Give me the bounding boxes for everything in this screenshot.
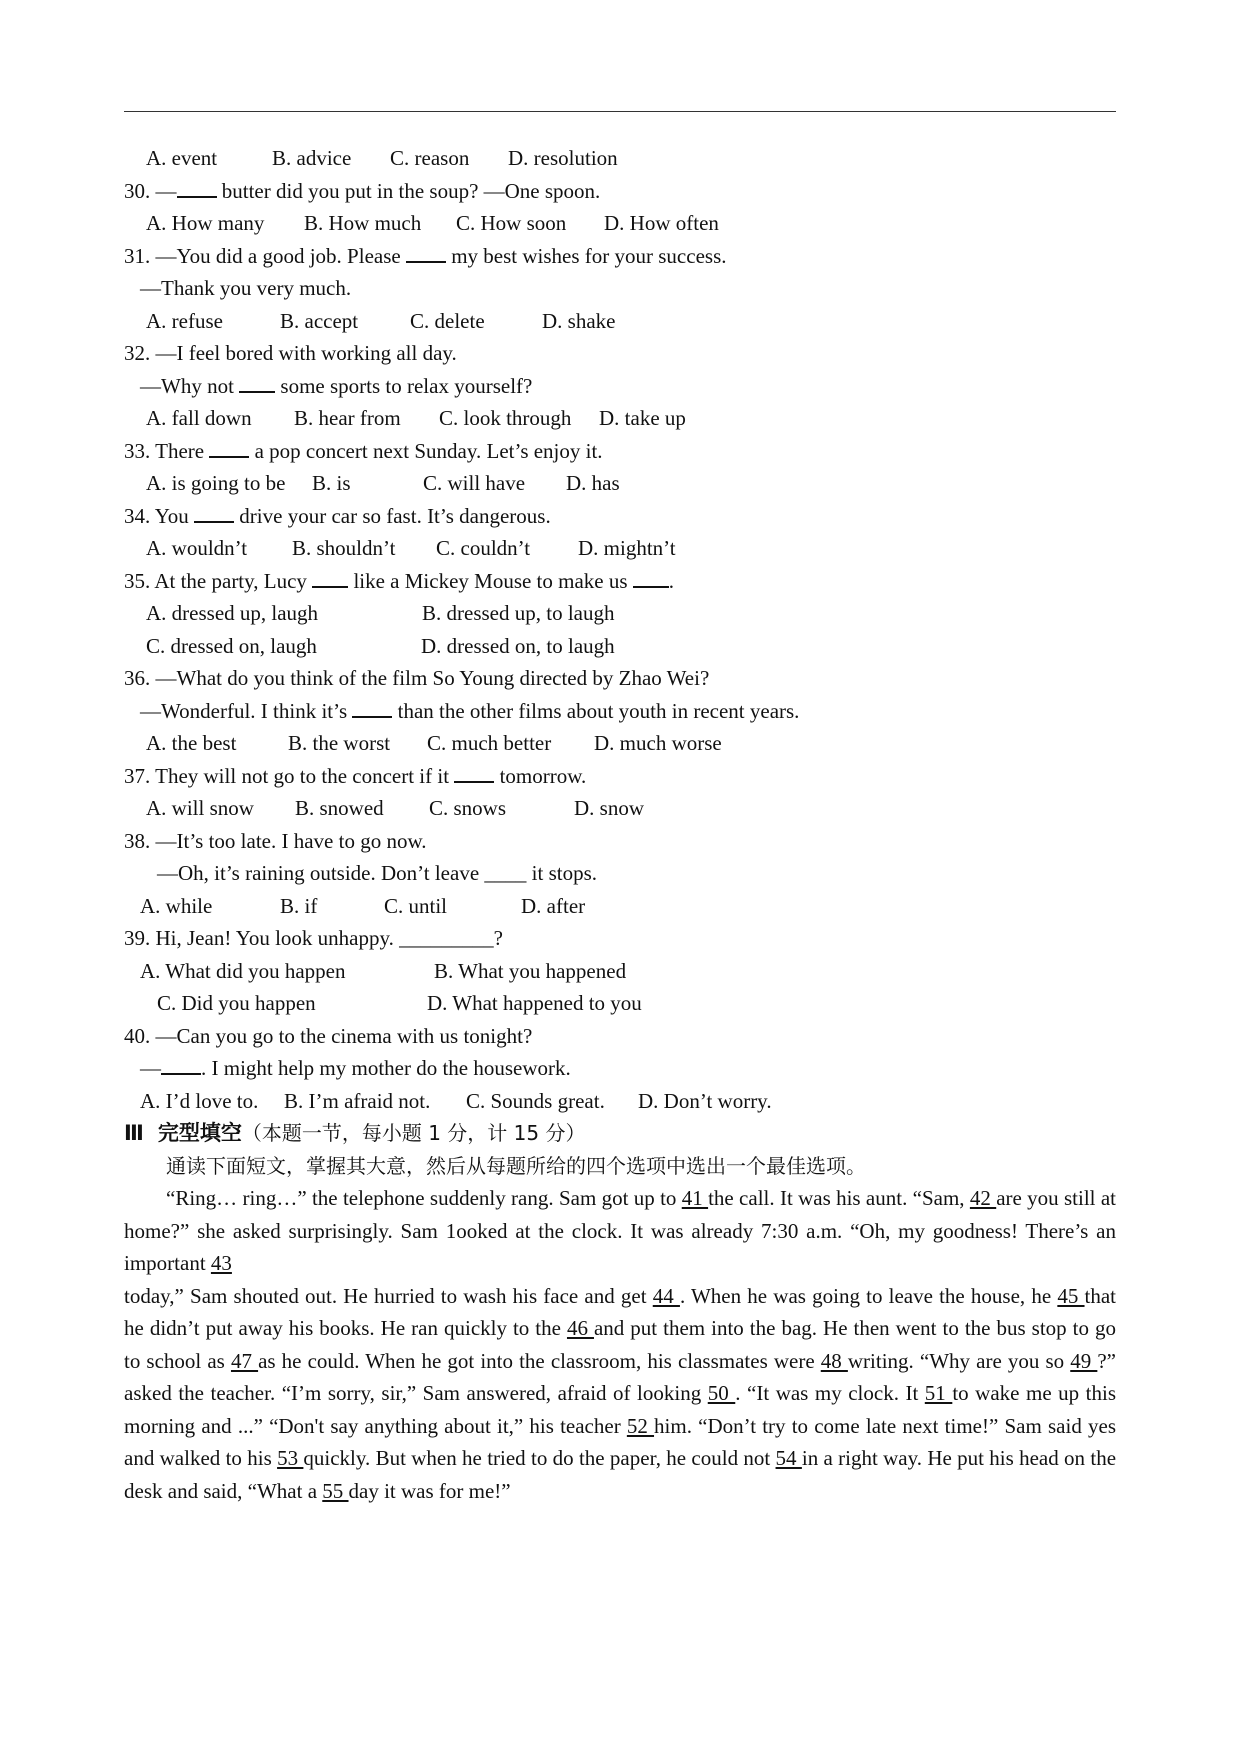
q35-stem-mid: like a Mickey Mouse to make us [348, 568, 633, 593]
q34-stem [124, 500, 1116, 533]
section-heading [124, 1117, 1116, 1150]
q39-options-ab [124, 955, 1116, 988]
option-a: A. dressed up, laugh [146, 601, 319, 625]
q34-stem-post: drive your car so fast. It’s dangerous. [234, 503, 551, 528]
q34-stem-pre: 34. You [124, 503, 195, 528]
passage-text: “Ring… ring…” the telephone suddenly rang. Sam got up to [166, 1186, 682, 1210]
q35-stem-post: . [668, 568, 675, 593]
passage-text: the call. It was his aunt. “Sam, [708, 1186, 970, 1210]
q36-reply [124, 695, 1116, 728]
q37-options [124, 792, 1116, 825]
option-a: A. What did you happen [140, 958, 346, 983]
option-d: D. much worse [594, 731, 722, 755]
option-c: C. delete [410, 308, 485, 333]
q32-reply-pre: —Why not [140, 373, 240, 398]
option-c: C. much better [427, 731, 552, 755]
option-b: B. hear from [294, 406, 401, 430]
q38-reply: —Oh, it’s raining outside. Don’t leave ____ it stops. [157, 861, 597, 885]
passage-text: him. “Don’t try to come late next time!” Sam said yes and walked to his [124, 1413, 1116, 1470]
option-d: D. snow [574, 796, 645, 820]
q30-stem-post: butter did you put in the soup? —One spoon. [216, 178, 601, 203]
blank-53: 53 [277, 1446, 304, 1470]
option-a: A. the best [146, 731, 237, 755]
blank-46: 46 [566, 1316, 594, 1340]
passage-text: to wake me up this morning and ...” “Don't say anything about it,” his teacher [124, 1381, 1117, 1438]
q36-reply-post: than the other films about youth in recent years. [392, 698, 800, 723]
option-a: A. I’d love to. [140, 1088, 259, 1113]
option-b: B. is [312, 471, 351, 495]
q35-stem [124, 565, 1116, 598]
option-a: A. refuse [146, 308, 223, 333]
option-c: C. Sounds great. [466, 1088, 605, 1113]
answer-blank [454, 763, 494, 783]
blank-41: 41 [681, 1186, 709, 1210]
section-number: Ⅲ [124, 1121, 144, 1145]
q31-reply: —Thank you very much. [140, 276, 352, 300]
option-c: C. reason [390, 146, 470, 170]
q38-options [124, 890, 1116, 923]
option-d: D. mightn’t [578, 536, 676, 560]
blank-49: 49 [1070, 1348, 1098, 1373]
q37-stem-post: tomorrow. [494, 763, 587, 788]
passage-text: as he could. When he got into the classroom, his classmates were [258, 1348, 821, 1373]
answer-blank [194, 503, 234, 523]
answer-blank [161, 1055, 201, 1075]
answer-blank [239, 373, 275, 393]
passage-text: . When he was going to leave the house, he [679, 1283, 1058, 1308]
option-c: C. will have [423, 471, 526, 495]
blank-55: 55 [322, 1478, 349, 1503]
option-b: B. if [280, 893, 318, 918]
q32-options [124, 402, 1116, 435]
passage-text: writing. “Why are you so [847, 1348, 1071, 1373]
option-c: C. couldn’t [436, 536, 531, 560]
q31-stem-pre: 31. —You did a good job. Please [124, 243, 406, 268]
q30-stem [124, 175, 1116, 208]
q35-stem-pre: 35. At the party, Lucy [124, 568, 313, 593]
blank-44: 44 [652, 1283, 680, 1308]
q29-options [124, 142, 1116, 175]
passage-text: today,” Sam shouted out. He hurried to wash his face and get [124, 1283, 653, 1308]
option-b: B. What you happened [434, 958, 627, 983]
option-d: D. Don’t worry. [638, 1088, 772, 1113]
answer-blank [177, 178, 217, 198]
q39-stem: 39. Hi, Jean! You look unhappy. _________? [124, 926, 503, 950]
exam-content [124, 142, 1116, 1507]
q31-stem [124, 240, 1116, 273]
answer-blank [352, 698, 392, 718]
q40-reply [124, 1052, 1116, 1085]
q32-reply [124, 370, 1116, 403]
option-d: D. has [566, 471, 620, 495]
option-b: B. shouldn’t [292, 536, 396, 560]
option-b: B. the worst [288, 731, 391, 755]
blank-48: 48 [820, 1348, 848, 1373]
option-a: A. wouldn’t [146, 536, 248, 560]
q37-stem [124, 760, 1116, 793]
answer-blank [633, 568, 669, 588]
section-instruction: 通读下面短文，掌握其大意，然后从每题所给的四个选项中选出一个最佳选项。 [166, 1153, 866, 1178]
q33-stem [124, 435, 1116, 468]
q36-reply-pre: —Wonderful. I think it’s [140, 698, 353, 723]
passage-text: in a right way. He put his head on the desk and said, “What a [124, 1446, 1117, 1503]
blank-43: 43 [210, 1251, 232, 1275]
passage-text: quickly. But when he tried to do the paper, he could not [303, 1446, 776, 1470]
blank-50: 50 [707, 1381, 736, 1405]
option-d: D. What happened to you [427, 991, 642, 1015]
option-d: D. shake [542, 308, 616, 333]
option-b: B. I’m afraid not. [284, 1088, 431, 1113]
passage-text: and put them into the bag. He then went to the bus stop to go to school as [124, 1316, 1116, 1373]
option-c: C. Did you happen [157, 991, 316, 1015]
option-c: C. How soon [456, 211, 567, 235]
blank-47: 47 [230, 1348, 259, 1373]
q39-options-cd [124, 987, 1116, 1020]
blank-51: 51 [924, 1381, 953, 1405]
q30-options [124, 207, 1116, 240]
q36-stem: 36. —What do you think of the film So Young directed by Zhao Wei? [124, 666, 710, 690]
option-c: C. look through [439, 406, 572, 430]
passage-text: day it was for me!” [348, 1478, 511, 1503]
section-title: 完型填空 [157, 1121, 242, 1145]
q31-options [124, 305, 1116, 338]
q40-reply-post: . I might help my mother do the housework. [201, 1056, 571, 1080]
cloze-passage [124, 1182, 1116, 1507]
option-c: C. dressed on, laugh [146, 633, 317, 658]
option-c: C. snows [429, 796, 507, 820]
passage-text: that he didn’t put away his books. He ran quickly to the [124, 1283, 1117, 1340]
q34-options [124, 532, 1116, 565]
option-d: D. after [521, 893, 586, 918]
q32-stem: 32. —I feel bored with working all day. [124, 341, 457, 365]
blank-42: 42 [969, 1186, 997, 1210]
passage-text: ?” asked the teacher. “I’m sorry, sir,” Sam answered, afraid of looking [124, 1348, 1117, 1405]
q31-stem-post: my best wishes for your success. [445, 243, 727, 268]
option-b: B. accept [280, 308, 359, 333]
q33-options [124, 467, 1116, 500]
blank-52: 52 [626, 1413, 655, 1438]
q38-stem: 38. —It’s too late. I have to go now. [124, 828, 427, 853]
header-rule [124, 111, 1116, 112]
q40-reply-pre: — [140, 1056, 161, 1080]
option-a: A. fall down [146, 406, 252, 430]
blank-45: 45 [1057, 1283, 1085, 1308]
option-d: D. How often [604, 211, 719, 235]
answer-blank [312, 568, 348, 588]
section-note: （本题一节，每小题 1 分，计 15 分） [241, 1121, 586, 1145]
passage-text: . “It was my clock. It [735, 1381, 925, 1405]
option-d: D. take up [599, 406, 686, 430]
q33-stem-pre: 33. There [124, 438, 210, 463]
q37-stem-pre: 37. They will not go to the concert if it [124, 763, 455, 788]
option-a: A. How many [146, 211, 265, 235]
answer-blank [406, 243, 446, 263]
q40-stem: 40. —Can you go to the cinema with us tonight? [124, 1023, 533, 1048]
option-b: B. advice [272, 146, 352, 170]
option-a: A. while [140, 893, 213, 918]
option-d: D. dressed on, to laugh [421, 633, 615, 658]
passage-text: are you still at home?” she asked surprisingly. Sam 1ooked at the clock. It was already 7:30 a.m. “Oh, my goodness! There’s an important [124, 1186, 1116, 1275]
option-b: B. dressed up, to laugh [422, 601, 615, 625]
option-d: D. resolution [508, 146, 618, 170]
option-a: A. is going to be [146, 471, 286, 495]
q36-options [124, 727, 1116, 760]
q30-stem-pre: 30. — [124, 178, 177, 203]
option-b: B. snowed [295, 796, 384, 820]
option-b: B. How much [304, 211, 422, 235]
q35-options-ab [124, 597, 1116, 630]
q33-stem-post: a pop concert next Sunday. Let’s enjoy it. [249, 438, 603, 463]
option-a: A. event [146, 146, 218, 170]
option-c: C. until [384, 893, 448, 918]
q40-options [124, 1085, 1116, 1118]
blank-54: 54 [775, 1446, 802, 1470]
q32-reply-post: some sports to relax yourself? [275, 373, 533, 398]
option-a: A. will snow [146, 796, 254, 820]
q35-options-cd [124, 630, 1116, 663]
answer-blank [209, 438, 249, 458]
